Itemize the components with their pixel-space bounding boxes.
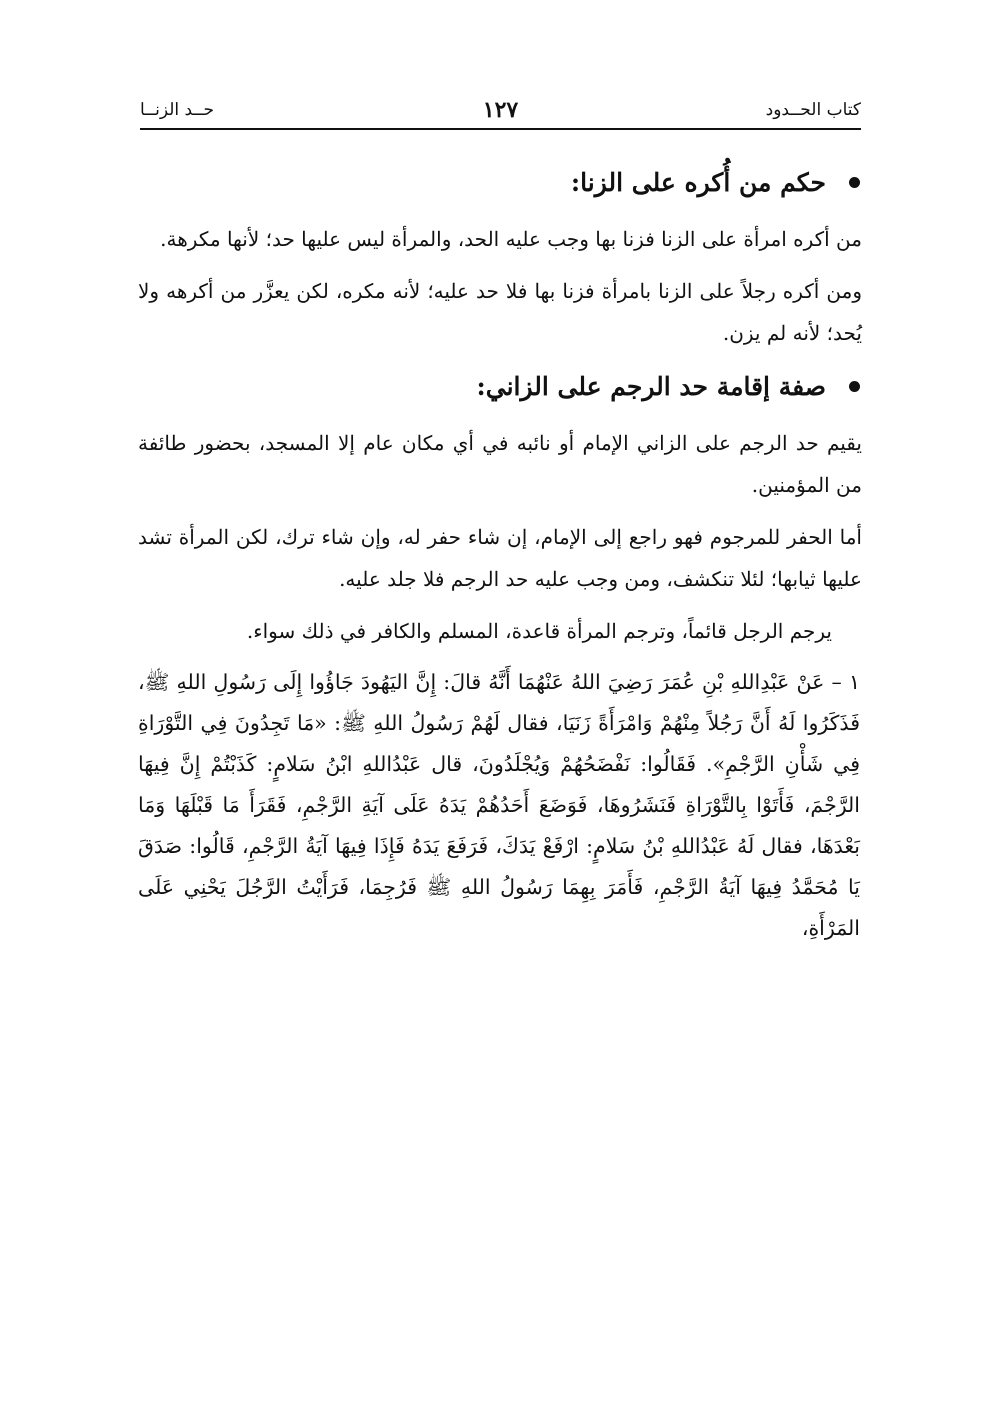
page-number: ١٢٧	[482, 97, 519, 123]
section-heading-stoning	[138, 364, 862, 410]
section-heading-text: صفة إقامة حد الرجم على الزاني:	[476, 372, 826, 401]
hadith-text	[138, 662, 862, 949]
paragraph: يقيم حد الرجم على الزاني الإمام أو نائبه في أي مكان عام إلا المسجد، بحضور طائفة من المؤمنين.	[138, 431, 862, 497]
hadith-number: ١ –	[831, 670, 860, 694]
paragraph: أما الحفر للمرجوم فهو راجع إلى الإمام، إن شاء حفر له، وإن شاء ترك، لكن المرأة تشد عليها ثيابها؛ لئلا تنكشف، ومن وجب عليه حد الرجم فلا جلد عليه.	[138, 525, 862, 591]
paragraph: يرجم الرجل قائماً، وترجم المرأة قاعدة، المسلم والكافر في ذلك سواء.	[246, 619, 832, 643]
page-header	[140, 96, 861, 126]
page-body	[138, 160, 862, 949]
bullet-icon	[849, 177, 860, 188]
chapter-title: حــد الزنــا	[140, 100, 214, 120]
paragraph: ومن أكره رجلاً على الزنا بامرأة فزنا بها فلا حد عليه؛ لأنه مكره، لكن يعزَّر من أكرهه ولا يُحد؛ لأنه لم يزن.	[138, 279, 862, 345]
header-divider	[140, 128, 861, 130]
hadith-body: عَنْ عَبْدِاللهِ بْنِ عُمَرَ رَضِيَ اللهُ عَنْهُمَا أَنَّهُ قالَ: إِنَّ اليَهُودَ جَاؤُوا إِلَى رَسُولِ اللهِ ﷺ، فَذَكَرُوا لَهُ أَنَّ رَجُلاً مِنْهُمْ وَامْرَأَةً زَنَيَا، فقال لَهُمْ رَسُولُ اللهِ ﷺ: «مَا تَجِدُونَ فِي التَّوْرَاةِ فِي شَأْنِ الرَّجْمِ». فَقَالُوا: نَفْضَحُهُمْ وَيُجْلَدُونَ، قال عَبْدُاللهِ ابْنُ سَلامٍ: كَذَبْتُمْ إِنَّ فِيهَا الرَّجْمَ، فَأَتَوْا بِالتَّوْرَاةِ فَنَشَرُوهَا، فَوَضَعَ أَحَدُهُمْ يَدَهُ عَلَى آيَةِ الرَّجْمِ، فَقَرَأَ مَا قَبْلَهَا وَمَا بَعْدَهَا، فقال لَهُ عَبْدُاللهِ بْنُ سَلامٍ: ارْفَعْ يَدَكَ، فَرَفَعَ يَدَهُ فَإِذَا فِيهَا آيَةُ الرَّجْمِ، قَالُوا: صَدَقَ يَا مُحَمَّدُ فِيهَا آيَةُ الرَّجْمِ، فَأَمَرَ بِهِمَا رَسُولُ اللهِ ﷺ فَرُجِمَا، فَرَأَيْتُ الرَّجُلَ يَحْنِي عَلَى المَرْأَةِ،	[138, 670, 860, 940]
paragraph: من أكره امرأة على الزنا فزنا بها وجب عليه الحد، والمرأة ليس عليها حد؛ لأنها مكرهة.	[160, 227, 862, 251]
section-heading-coercion	[138, 160, 862, 206]
bullet-icon	[849, 381, 860, 392]
book-title: كتاب الحــدود	[765, 100, 861, 120]
section-heading-text: حكم من أُكره على الزنا:	[570, 168, 826, 197]
